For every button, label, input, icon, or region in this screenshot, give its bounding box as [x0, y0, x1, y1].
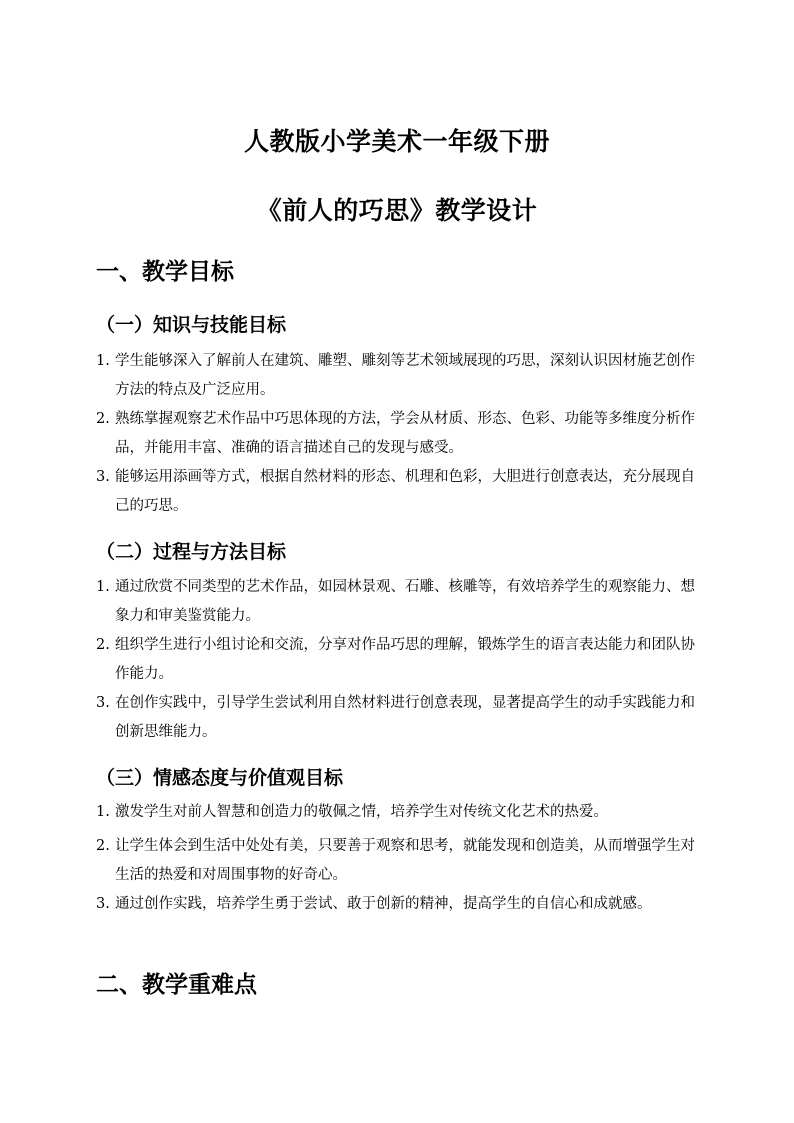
list-item-number: 3.: [96, 469, 110, 485]
list-item: [96, 573, 696, 631]
list-item-text: 学生能够深入了解前人在建筑、雕塑、雕刻等艺术领域展现的巧思，深刻认识因材施艺创作方法的特点及广泛应用。: [115, 353, 695, 398]
list-item-number: 3.: [96, 695, 110, 711]
list-item-number: 1.: [96, 353, 110, 369]
list-item: [96, 347, 696, 405]
list-item: [96, 798, 696, 827]
document-title: 人教版小学美术一年级下册: [243, 127, 550, 156]
section-heading-key-points: 二、教学重难点: [96, 971, 257, 998]
list-item-number: 2.: [96, 838, 110, 854]
list-item: [96, 463, 696, 521]
list-item-number: 2.: [96, 637, 110, 653]
list-item-number: 3.: [96, 896, 110, 912]
list-item: [96, 631, 696, 689]
list-item-number: 2.: [96, 411, 110, 427]
subsection-heading-knowledge: （一）知识与技能目标: [96, 314, 287, 336]
subsection-heading-process: （二）过程与方法目标: [96, 541, 287, 563]
list-item: [96, 832, 696, 890]
list-item-text: 激发学生对前人智慧和创造力的敬佩之情，培养学生对传统文化艺术的热爱。: [115, 804, 608, 820]
list-item-number: 1.: [96, 804, 110, 820]
list-item: [96, 689, 696, 747]
section-heading-objectives: 一、教学目标: [96, 258, 234, 285]
list-item: [96, 890, 696, 919]
list-item-text: 组织学生进行小组讨论和交流，分享对作品巧思的理解，锻炼学生的语言表达能力和团队协作能力。: [115, 637, 695, 682]
list-item-text: 在创作实践中，引导学生尝试利用自然材料进行创意表现，显著提高学生的动手实践能力和创新思维能力。: [115, 695, 695, 740]
subsection-heading-values: （三）情感态度与价值观目标: [96, 767, 344, 789]
list-item-text: 能够运用添画等方式，根据自然材料的形态、机理和色彩，大胆进行创意表达，充分展现自己的巧思。: [115, 469, 695, 514]
list-item-text: 让学生体会到生活中处处有美，只要善于观察和思考，就能发现和创造美，从而增强学生对生活的热爱和对周围事物的好奇心。: [115, 838, 695, 883]
list-item-text: 熟练掌握观察艺术作品中巧思体现的方法，学会从材质、形态、色彩、功能等多维度分析作品，并能用丰富、准确的语言描述自己的发现与感受。: [115, 411, 695, 456]
document-subtitle: 《前人的巧思》教学设计: [256, 196, 538, 225]
list-item-number: 1.: [96, 579, 110, 595]
list-item: [96, 405, 696, 463]
list-item-text: 通过创作实践，培养学生勇于尝试、敢于创新的精神，提高学生的自信心和成就感。: [115, 896, 652, 912]
list-item-text: 通过欣赏不同类型的艺术作品，如园林景观、石雕、核雕等，有效培养学生的观察能力、想象力和审美鉴赏能力。: [115, 579, 695, 624]
